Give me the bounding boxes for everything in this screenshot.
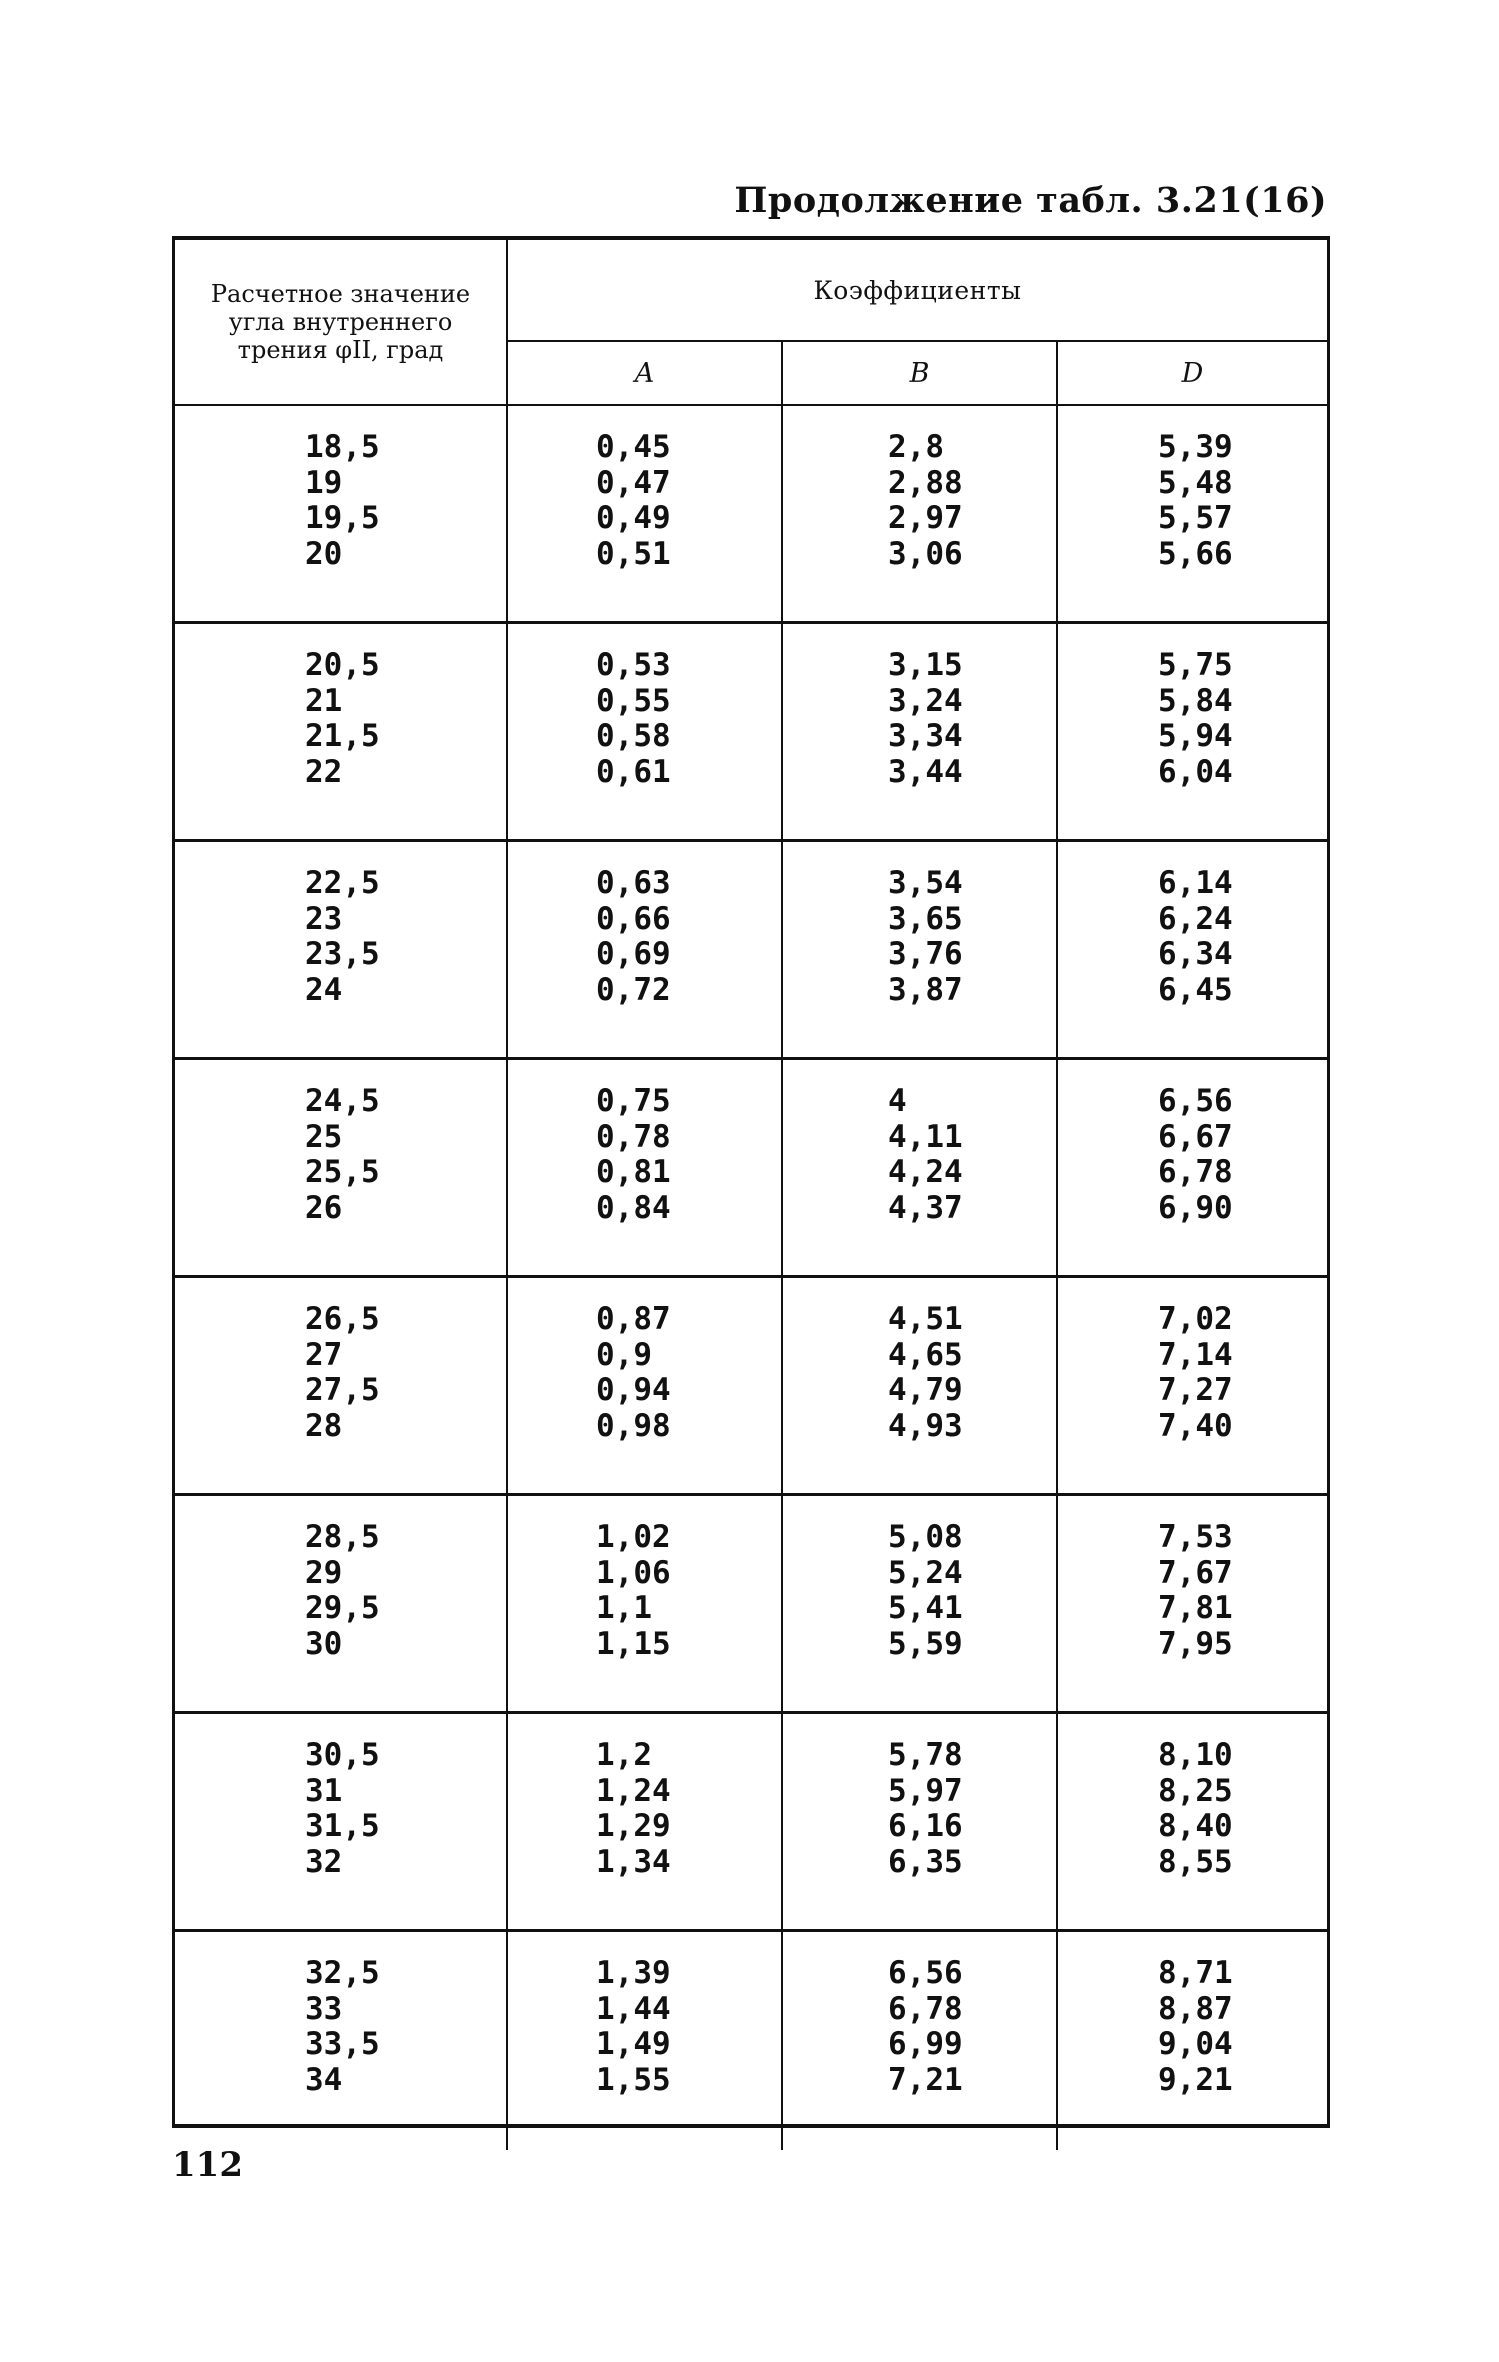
table-cell: 31 xyxy=(305,1772,343,1809)
row-label-line: трения φII, град xyxy=(237,336,444,364)
table-cell: 0,58 xyxy=(596,718,671,754)
table-cell: 4,51 xyxy=(888,1301,963,1337)
table-cell: 32 xyxy=(305,1843,343,1880)
table-cell: 4,37 xyxy=(888,1189,963,1226)
table-cell: 3,87 xyxy=(888,971,963,1008)
table-cell: 3,24 xyxy=(888,682,963,719)
table-cell: 4,93 xyxy=(888,1407,963,1444)
table-cell: 1,34 xyxy=(596,1843,671,1880)
table-cell: 3,54 xyxy=(888,865,963,901)
table-cell: 7,02 xyxy=(1158,1301,1233,1337)
phi-values xyxy=(175,1496,508,1711)
table-row-group xyxy=(175,842,1327,1060)
phi-values xyxy=(175,842,508,1057)
table-row-group xyxy=(175,1714,1327,1932)
table-cell: 0,98 xyxy=(596,1407,671,1444)
d-values xyxy=(1058,624,1327,839)
table-cell: 3,76 xyxy=(888,936,963,972)
table-cell: 1,1 xyxy=(596,1590,652,1626)
table-cell: 28,5 xyxy=(305,1519,380,1555)
phi-values xyxy=(175,1278,508,1493)
d-values xyxy=(1058,406,1327,621)
table-cell: 3,34 xyxy=(888,718,963,754)
table-cell: 7,40 xyxy=(1158,1407,1233,1444)
table-cell: 6,90 xyxy=(1158,1189,1233,1226)
table-cell: 8,40 xyxy=(1158,1808,1233,1844)
b-values xyxy=(783,624,1058,839)
table-cell: 29 xyxy=(305,1554,343,1591)
table-cell: 5,48 xyxy=(1158,464,1233,501)
table-cell: 30 xyxy=(305,1625,343,1662)
column-header-a: A xyxy=(508,342,783,406)
table-cell: 0,69 xyxy=(596,936,671,972)
table-cell: 6,78 xyxy=(888,1990,963,2027)
table-cell: 0,75 xyxy=(596,1083,671,1119)
column-header-d: D xyxy=(1058,342,1327,406)
table-cell: 21,5 xyxy=(305,718,380,754)
phi-values xyxy=(175,1714,508,1929)
b-values xyxy=(783,1060,1058,1275)
phi-values xyxy=(175,406,508,621)
table-cell: 32,5 xyxy=(305,1955,380,1991)
table-cell: 21 xyxy=(305,682,343,719)
table-cell: 0,9 xyxy=(596,1336,652,1373)
table-cell: 7,21 xyxy=(888,2061,963,2098)
a-values xyxy=(508,1496,783,1711)
table-cell: 7,67 xyxy=(1158,1554,1233,1591)
table-cell: 0,45 xyxy=(596,429,671,465)
d-values xyxy=(1058,842,1327,1057)
table-cell: 4,79 xyxy=(888,1372,963,1408)
table-cell: 3,44 xyxy=(888,753,963,790)
table-cell: 6,67 xyxy=(1158,1118,1233,1155)
table-cell: 1,15 xyxy=(596,1625,671,1662)
table-cell: 6,24 xyxy=(1158,900,1233,937)
table-cell: 6,56 xyxy=(1158,1083,1233,1119)
table-cell: 5,75 xyxy=(1158,647,1233,683)
table-cell: 0,49 xyxy=(596,500,671,536)
table-cell: 0,84 xyxy=(596,1189,671,1226)
table-cell: 20 xyxy=(305,535,343,572)
table-cell: 28 xyxy=(305,1407,343,1444)
a-values xyxy=(508,842,783,1057)
table-cell: 33,5 xyxy=(305,2026,380,2062)
table-cell: 4,65 xyxy=(888,1336,963,1373)
table-cell: 22,5 xyxy=(305,865,380,901)
table-cell: 24 xyxy=(305,971,343,1008)
table-cell: 5,08 xyxy=(888,1519,963,1555)
table-cell: 3,65 xyxy=(888,900,963,937)
table-cell: 20,5 xyxy=(305,647,380,683)
table-cell: 4,11 xyxy=(888,1118,963,1155)
table-row-group xyxy=(175,1496,1327,1714)
table-cell: 5,39 xyxy=(1158,429,1233,465)
table-cell: 9,04 xyxy=(1158,2026,1233,2062)
d-values xyxy=(1058,1278,1327,1493)
table-cell: 24,5 xyxy=(305,1083,380,1119)
b-values xyxy=(783,406,1058,621)
a-values xyxy=(508,1278,783,1493)
table-cell: 22 xyxy=(305,753,343,790)
table-cell: 1,02 xyxy=(596,1519,671,1555)
table-cell: 19,5 xyxy=(305,500,380,536)
table-cell: 0,51 xyxy=(596,535,671,572)
table-cell: 30,5 xyxy=(305,1737,380,1773)
table-cell: 19 xyxy=(305,464,343,501)
table-cell: 6,16 xyxy=(888,1808,963,1844)
table-row-group xyxy=(175,406,1327,624)
table-cell: 26 xyxy=(305,1189,343,1226)
b-values xyxy=(783,1496,1058,1711)
table-cell: 2,88 xyxy=(888,464,963,501)
table-cell: 5,24 xyxy=(888,1554,963,1591)
table-cell: 7,81 xyxy=(1158,1590,1233,1626)
table-cell: 1,06 xyxy=(596,1554,671,1591)
table-cell: 6,78 xyxy=(1158,1154,1233,1190)
table-cell: 3,15 xyxy=(888,647,963,683)
table-row-group xyxy=(175,1060,1327,1278)
table-cell: 6,45 xyxy=(1158,971,1233,1008)
table-cell: 27,5 xyxy=(305,1372,380,1408)
a-values xyxy=(508,624,783,839)
table-cell: 1,44 xyxy=(596,1990,671,2027)
table-cell: 1,2 xyxy=(596,1737,652,1773)
table-cell: 0,61 xyxy=(596,753,671,790)
table-cell: 7,14 xyxy=(1158,1336,1233,1373)
table-cell: 8,10 xyxy=(1158,1737,1233,1773)
table-cell: 0,53 xyxy=(596,647,671,683)
table-cell: 3,06 xyxy=(888,535,963,572)
table-cell: 5,94 xyxy=(1158,718,1233,754)
table-cell: 34 xyxy=(305,2061,343,2098)
table-cell: 25,5 xyxy=(305,1154,380,1190)
table-cell: 0,94 xyxy=(596,1372,671,1408)
table-cell: 7,53 xyxy=(1158,1519,1233,1555)
b-values xyxy=(783,842,1058,1057)
table-cell: 8,25 xyxy=(1158,1772,1233,1809)
table-cell: 27 xyxy=(305,1336,343,1373)
table-cell: 26,5 xyxy=(305,1301,380,1337)
coefficients-table xyxy=(172,236,1330,2128)
table-cell: 31,5 xyxy=(305,1808,380,1844)
table-cell: 2,8 xyxy=(888,429,944,465)
table-cell: 8,87 xyxy=(1158,1990,1233,2027)
table-cell: 2,97 xyxy=(888,500,963,536)
table-cell: 0,47 xyxy=(596,464,671,501)
b-values xyxy=(783,1714,1058,1929)
a-values xyxy=(508,1060,783,1275)
table-cell: 18,5 xyxy=(305,429,380,465)
table-cell: 7,27 xyxy=(1158,1372,1233,1408)
a-values xyxy=(508,1714,783,1929)
table-cell: 0,78 xyxy=(596,1118,671,1155)
row-label-line: Расчетное значение xyxy=(210,280,471,308)
d-values xyxy=(1058,1496,1327,1711)
table-cell: 0,66 xyxy=(596,900,671,937)
table-cell: 0,63 xyxy=(596,865,671,901)
a-values xyxy=(508,1932,783,2150)
table-cell: 23,5 xyxy=(305,936,380,972)
table-cell: 0,72 xyxy=(596,971,671,1008)
page-number: 112 xyxy=(172,2145,243,2185)
table-cell: 5,41 xyxy=(888,1590,963,1626)
table-cell: 0,55 xyxy=(596,682,671,719)
column-header-b: B xyxy=(783,342,1058,406)
table-cell: 7,95 xyxy=(1158,1625,1233,1662)
table-cell: 23 xyxy=(305,900,343,937)
table-cell: 5,59 xyxy=(888,1625,963,1662)
table-cell: 6,04 xyxy=(1158,753,1233,790)
table-cell: 4 xyxy=(888,1083,907,1119)
table-cell: 1,39 xyxy=(596,1955,671,1991)
table-cell: 6,35 xyxy=(888,1843,963,1880)
table-cell: 5,78 xyxy=(888,1737,963,1773)
table-cell: 0,87 xyxy=(596,1301,671,1337)
phi-values xyxy=(175,1932,508,2150)
d-values xyxy=(1058,1714,1327,1929)
a-values xyxy=(508,406,783,621)
b-values xyxy=(783,1932,1058,2150)
table-cell: 33 xyxy=(305,1990,343,2027)
table-cell: 5,97 xyxy=(888,1772,963,1809)
b-values xyxy=(783,1278,1058,1493)
coefficients-header: Коэффициенты xyxy=(508,240,1327,342)
table-cell: 1,24 xyxy=(596,1772,671,1809)
table-cell: 1,29 xyxy=(596,1808,671,1844)
table-cell: 6,56 xyxy=(888,1955,963,1991)
row-label-line: угла внутреннего xyxy=(228,308,453,336)
d-values xyxy=(1058,1932,1327,2150)
table-cell: 25 xyxy=(305,1118,343,1155)
table-cell: 6,34 xyxy=(1158,936,1233,972)
table-cell: 5,57 xyxy=(1158,500,1233,536)
phi-values xyxy=(175,624,508,839)
table-row-group xyxy=(175,1278,1327,1496)
table-cell: 0,81 xyxy=(596,1154,671,1190)
table-cell: 4,24 xyxy=(888,1154,963,1190)
table-cell: 8,55 xyxy=(1158,1843,1233,1880)
table-cell: 9,21 xyxy=(1158,2061,1233,2098)
table-cell: 6,99 xyxy=(888,2026,963,2062)
d-values xyxy=(1058,1060,1327,1275)
row-label-header xyxy=(175,240,508,406)
table-cell: 1,49 xyxy=(596,2026,671,2062)
table-caption: Продолжение табл. 3.21(16) xyxy=(734,180,1327,221)
table-cell: 8,71 xyxy=(1158,1955,1233,1991)
table-cell: 5,84 xyxy=(1158,682,1233,719)
table-cell: 29,5 xyxy=(305,1590,380,1626)
table-row-group xyxy=(175,624,1327,842)
table-cell: 1,55 xyxy=(596,2061,671,2098)
table-row-group xyxy=(175,1932,1327,2150)
table-cell: 6,14 xyxy=(1158,865,1233,901)
table-cell: 5,66 xyxy=(1158,535,1233,572)
phi-values xyxy=(175,1060,508,1275)
